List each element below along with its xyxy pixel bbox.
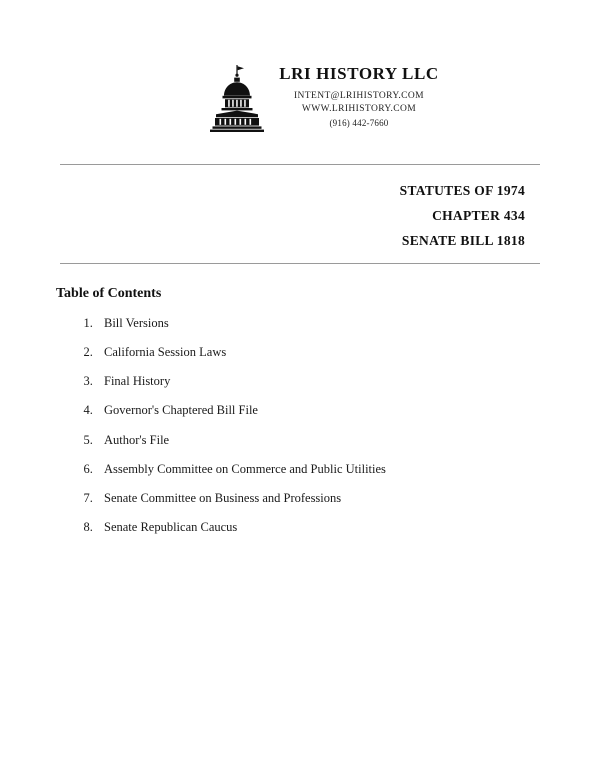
bill-number: SENATE BILL 1818 bbox=[401, 233, 525, 248]
list-item[interactable]: 3. Final History bbox=[96, 374, 600, 390]
list-item[interactable]: 4. Governor's Chaptered Bill File bbox=[96, 403, 600, 419]
company-phone: (916) 442-7660 bbox=[329, 118, 389, 128]
statutes-year: STATUTES OF 1974 bbox=[399, 183, 525, 198]
list-item[interactable]: 7. Senate Committee on Business and Professions bbox=[96, 491, 600, 507]
letterhead-text bbox=[279, 56, 439, 128]
divider-bottom bbox=[60, 263, 540, 264]
table-of-contents-list bbox=[0, 316, 600, 536]
table-of-contents-heading: Table of Contents bbox=[56, 286, 162, 301]
chapter-number: CHAPTER 434 bbox=[432, 208, 525, 223]
capitol-dome-icon bbox=[201, 62, 275, 136]
list-item[interactable]: 2. California Session Laws bbox=[96, 345, 600, 361]
statute-header bbox=[0, 165, 600, 249]
company-name: LRI HISTORY LLC bbox=[279, 64, 439, 83]
list-item[interactable]: 6. Assembly Committee on Commerce and Public Utilities bbox=[96, 462, 600, 478]
list-item[interactable]: 8. Senate Republican Caucus bbox=[96, 520, 600, 536]
list-item[interactable]: 1. Bill Versions bbox=[96, 316, 600, 332]
letterhead bbox=[0, 0, 600, 136]
company-email: INTENT@LRIHISTORY.COM bbox=[293, 91, 424, 101]
list-item[interactable]: 5. Author's File bbox=[96, 433, 600, 449]
company-website: WWW.LRIHISTORY.COM bbox=[301, 104, 417, 114]
